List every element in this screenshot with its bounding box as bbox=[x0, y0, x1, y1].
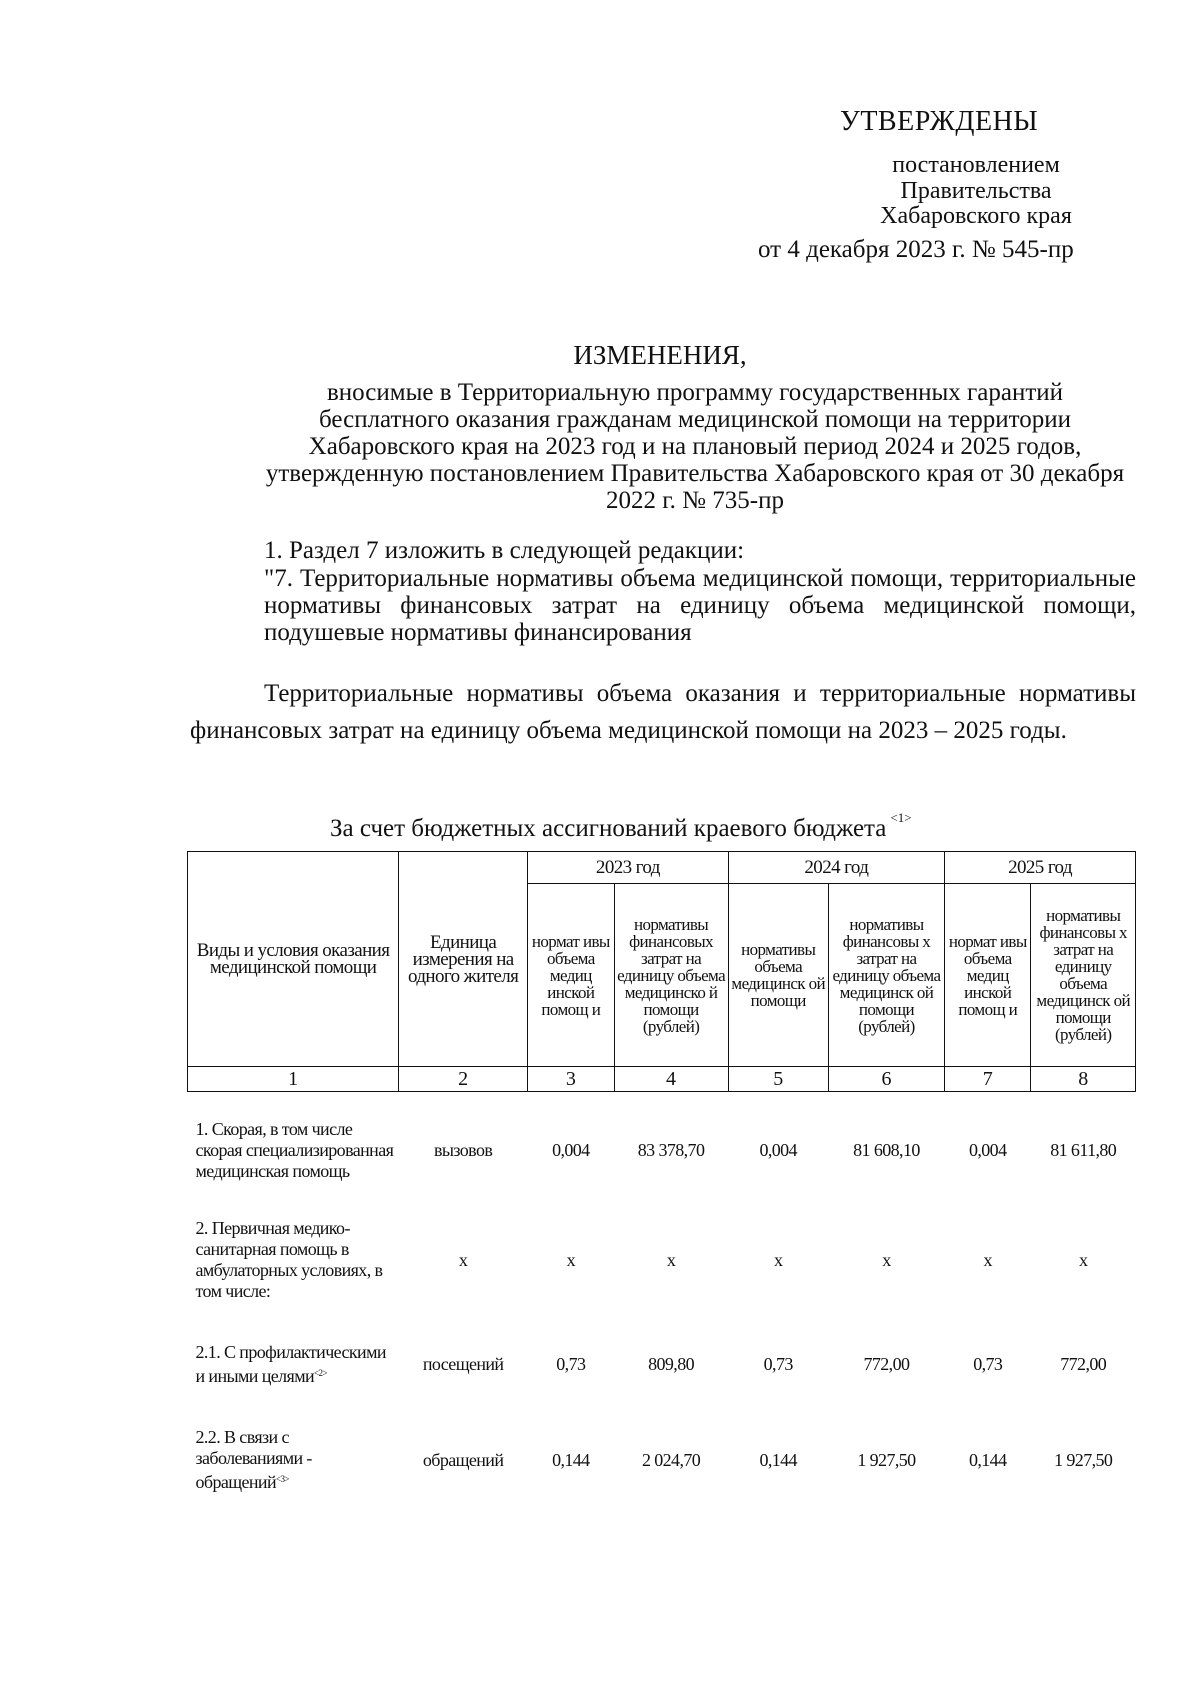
table-caption-text: За счет бюджетных ассигнований краевого бюджета bbox=[330, 815, 887, 842]
row-volume-2023: 0,144 bbox=[552, 1449, 590, 1470]
table-column-numbers bbox=[188, 1067, 1136, 1092]
row-volume-2025: 0,144 bbox=[968, 1449, 1007, 1470]
row-volume-2025: 0,73 bbox=[973, 1353, 1003, 1374]
approval-title: УТВЕРЖДЕНЫ bbox=[840, 106, 1039, 137]
row-name: 1. Скорая, в том числе скорая специализированная медицинская помощь bbox=[195, 1118, 394, 1181]
row-volume-2025: 0,004 bbox=[968, 1139, 1007, 1160]
approval-line-3: Хабаровского края bbox=[880, 203, 1072, 229]
row-name-cell bbox=[188, 1408, 399, 1512]
header-volume-2023: нормат ивы объема медиц инской помощ и bbox=[528, 884, 614, 1067]
row-cost-2025: 1 927,50 bbox=[1054, 1449, 1113, 1470]
row-unit: посещений bbox=[422, 1353, 504, 1374]
approval-line-1: постановлением bbox=[892, 152, 1060, 178]
row-name: 2. Первичная медико-санитарная помощь в амбулаторных условиях, в том числе: bbox=[195, 1218, 383, 1301]
table-spacer bbox=[188, 1092, 1136, 1101]
header-year-2025: 2025 год bbox=[945, 852, 1136, 884]
row-cost-2024: 81 608,10 bbox=[853, 1139, 920, 1160]
row-volume-2023: х bbox=[566, 1249, 576, 1270]
row-cost-2025: 772,00 bbox=[1060, 1353, 1107, 1374]
row-volume-2024: х bbox=[774, 1249, 783, 1270]
approval-line-2: Правительства bbox=[900, 178, 1052, 204]
header-volume-2024: нормативы объема медицинск ой помощи bbox=[728, 884, 828, 1067]
intro-paragraph: Территориальные нормативы объема оказания и территориальные нормативы финансовых затрат на единицу объема медицинской помощи на 2023 – 2025 годы. bbox=[190, 680, 1136, 744]
table-row bbox=[188, 1100, 1136, 1200]
row-cost-2024: 772,00 bbox=[863, 1353, 910, 1374]
row-cost-2025: 81 611,80 bbox=[1050, 1139, 1117, 1160]
header-cost-2025: нормативы финансовы х затрат на единицу объема медицинск ой помощи (рублей) bbox=[1031, 884, 1136, 1067]
table-row bbox=[188, 1320, 1136, 1408]
column-number: 1 bbox=[188, 1067, 399, 1092]
row-volume-2024: 0,004 bbox=[759, 1139, 797, 1160]
row-unit: обращений bbox=[422, 1449, 504, 1470]
row-volume-2025: х bbox=[983, 1249, 992, 1270]
row-volume-2023: 0,73 bbox=[556, 1353, 586, 1374]
row-cost-2023: 83 378,70 bbox=[637, 1139, 705, 1160]
row-unit: х bbox=[458, 1249, 468, 1270]
row-note: <2> bbox=[314, 1367, 327, 1378]
column-number: 4 bbox=[614, 1067, 728, 1092]
row-volume-2023: 0,004 bbox=[552, 1139, 590, 1160]
row-name: 2.1. С профилактическими и иными целями bbox=[195, 1341, 386, 1386]
item-1: 1. Раздел 7 изложить в следующей редакции: bbox=[264, 537, 745, 564]
norms-table bbox=[187, 851, 1136, 1512]
row-volume-2024: 0,144 bbox=[759, 1449, 797, 1470]
table-caption bbox=[330, 810, 912, 843]
row-note: <3> bbox=[276, 1474, 289, 1484]
column-number: 2 bbox=[399, 1067, 528, 1092]
row-volume-2024: 0,73 bbox=[763, 1353, 793, 1374]
document-heading: ИЗМЕНЕНИЯ, bbox=[573, 340, 747, 370]
header-volume-2025: нормат ивы объема медиц инской помощ и bbox=[945, 884, 1031, 1067]
header-unit: Единица измерения на одного жителя bbox=[399, 852, 528, 1067]
column-number: 5 bbox=[728, 1067, 828, 1092]
approval-date: от 4 декабря 2023 г. № 545-пр bbox=[758, 236, 1074, 263]
row-name-cell bbox=[188, 1320, 399, 1408]
header-year-2023: 2023 год bbox=[528, 852, 728, 884]
header-cost-2023: нормативы финансовых затрат на единицу объема медицинско й помощи (рублей) bbox=[614, 884, 728, 1067]
header-cost-2024: нормативы финансовы х затрат на единицу объема медицинск ой помощи (рублей) bbox=[828, 884, 944, 1067]
column-number: 8 bbox=[1031, 1067, 1136, 1092]
table-row bbox=[188, 1200, 1136, 1320]
header-kinds: Виды и условия оказания медицинской помощи bbox=[188, 852, 399, 1067]
column-number: 3 bbox=[528, 1067, 614, 1092]
table-caption-note: <1> bbox=[890, 810, 912, 825]
column-number: 7 bbox=[945, 1067, 1031, 1092]
table-header-years bbox=[188, 852, 1136, 884]
section-7-title: "7. Территориальные нормативы объема медицинской помощи, территориальные нормативы финансовых затрат на единицу объема медицинской помощи, подушевые нормативы финансирования bbox=[264, 565, 1136, 646]
document-subheading: вносимые в Территориальную программу государственных гарантий бесплатного оказания гражданам медицинской помощи на территории Хабаровского края на 2023 год и на плановый период 2024 и 2025 годов, утвержденную постановлением Правительства Хабаровского края от 30 декабря 2022 г. № 735-пр bbox=[265, 379, 1125, 514]
column-number: 6 bbox=[828, 1067, 944, 1092]
table-row bbox=[188, 1408, 1136, 1512]
row-cost-2023: 2 024,70 bbox=[641, 1449, 701, 1470]
header-year-2024: 2024 год bbox=[728, 852, 944, 884]
row-name: 2.2. В связи с заболеваниями - обращений bbox=[195, 1427, 312, 1492]
row-cost-2024: 1 927,50 bbox=[857, 1449, 916, 1470]
row-cost-2023: 809,80 bbox=[648, 1353, 694, 1374]
row-cost-2025: х bbox=[1079, 1249, 1088, 1270]
row-cost-2024: х bbox=[882, 1249, 891, 1270]
row-cost-2023: х bbox=[666, 1249, 676, 1270]
row-unit: вызовов bbox=[433, 1139, 493, 1160]
